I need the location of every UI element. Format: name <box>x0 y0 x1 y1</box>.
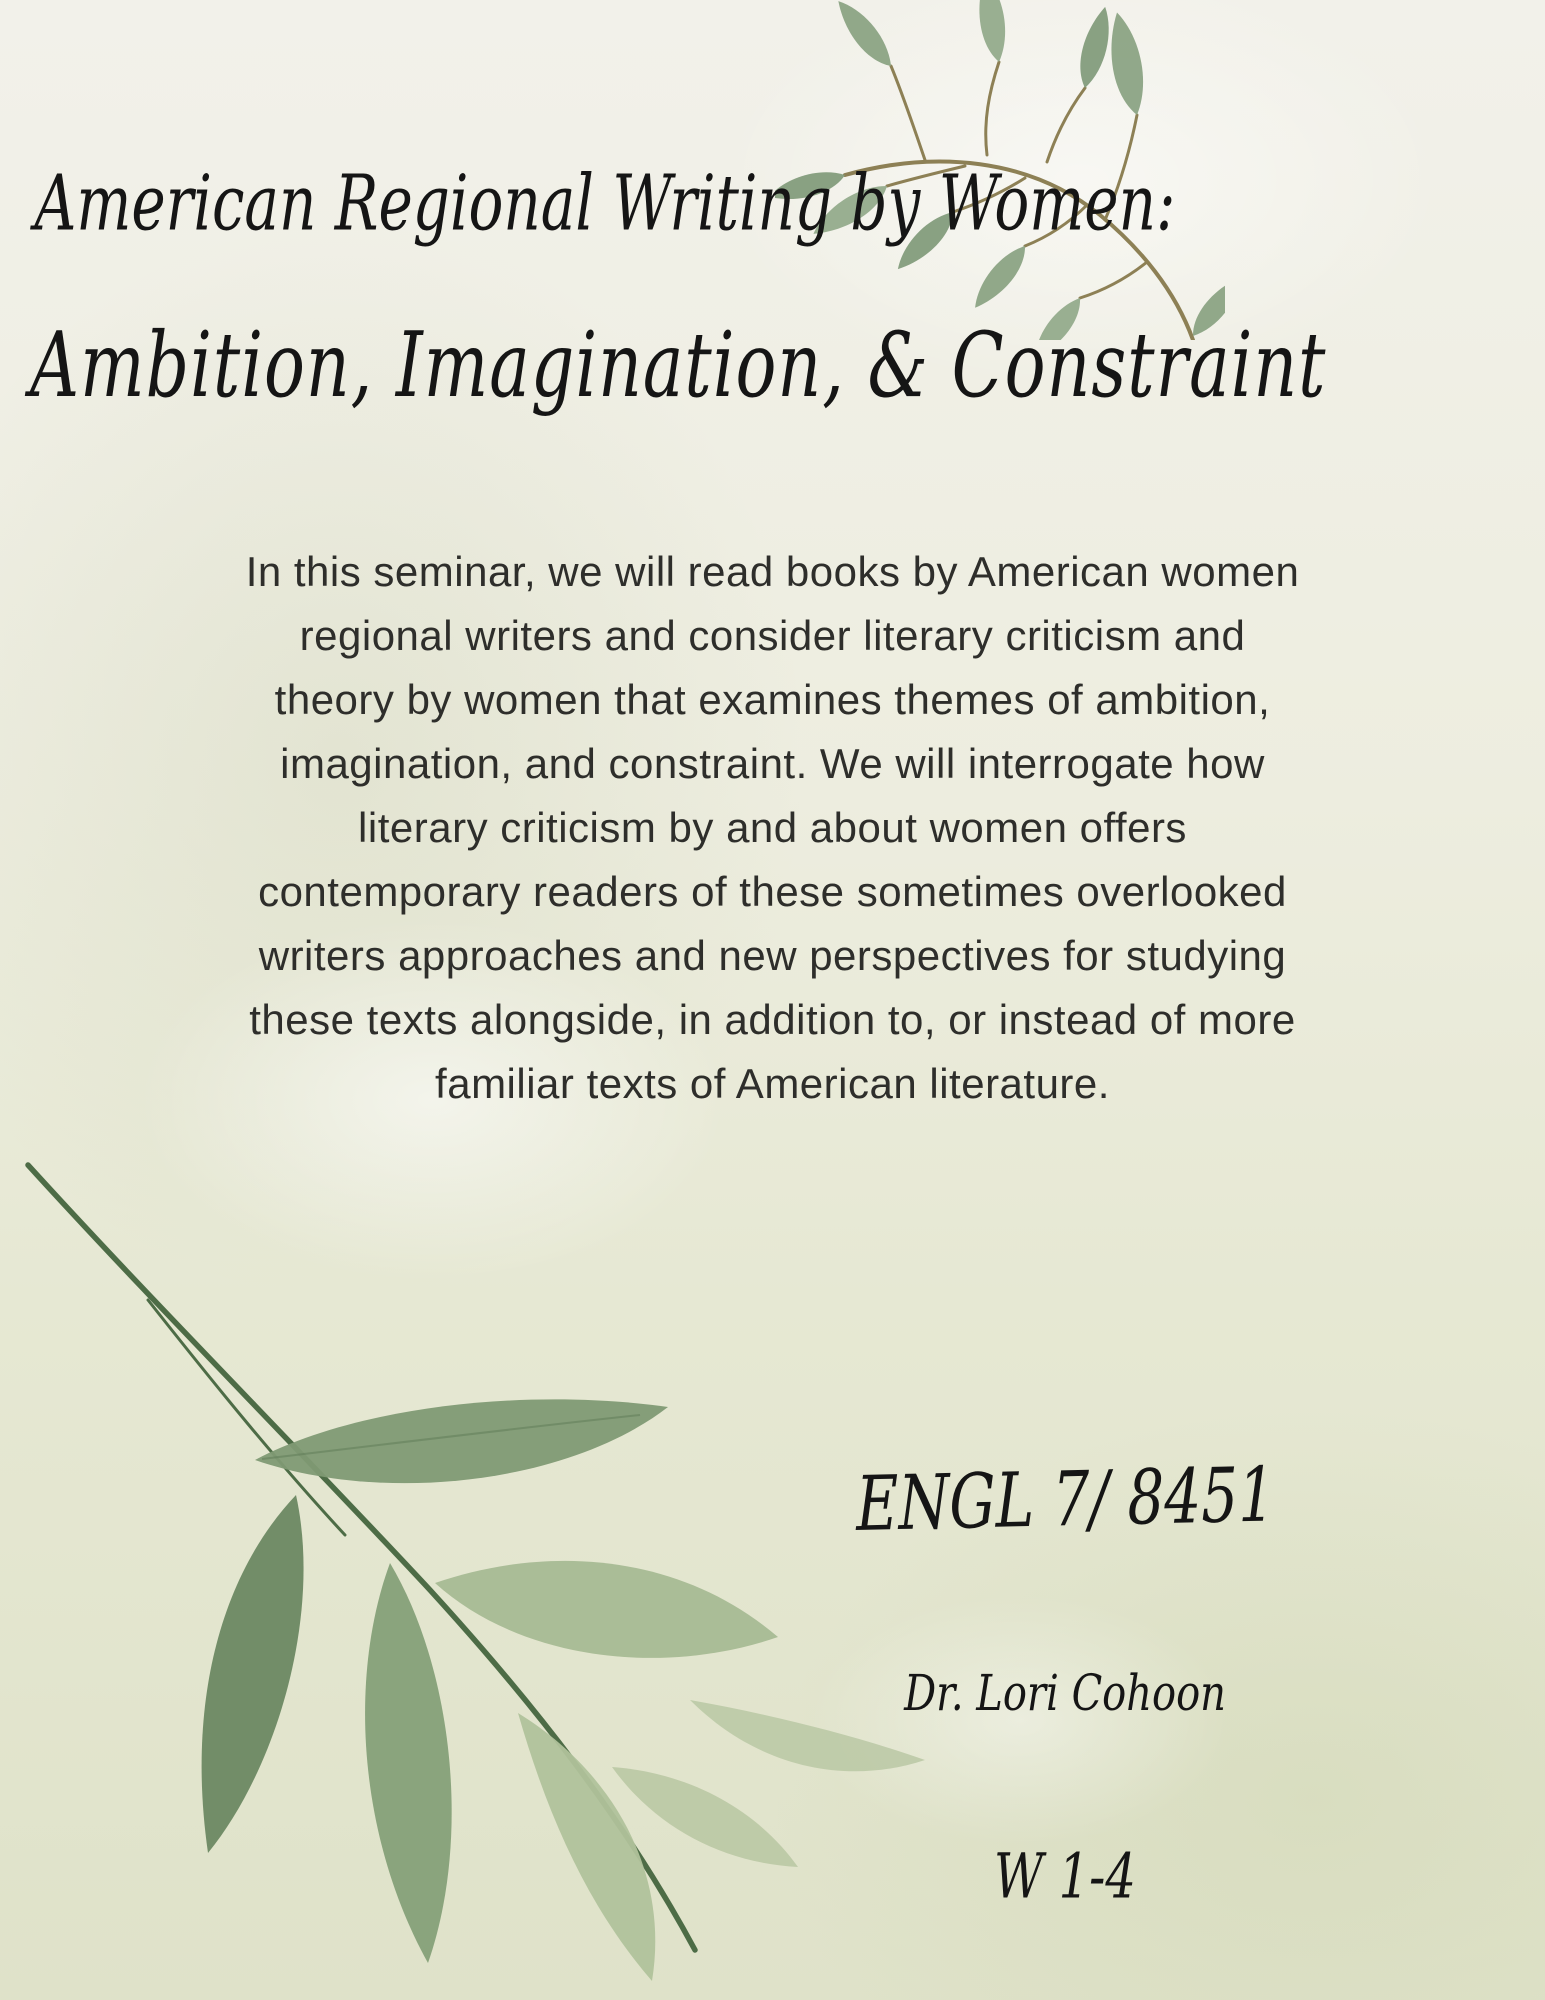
meeting-time: W 1-4 <box>994 1841 1136 1913</box>
course-title-line1: American Regional Writing by Women: <box>34 158 1176 248</box>
course-code: ENGL 7/ 8451 <box>855 1450 1276 1549</box>
description-line: theory by women that examines themes of ambition, <box>274 676 1271 723</box>
course-title <box>30 158 1327 419</box>
description-line: contemporary readers of these sometimes overlooked <box>258 868 1287 915</box>
description-line: regional writers and consider literary criticism and <box>299 612 1246 659</box>
course-info <box>795 1450 1335 1913</box>
description-line: these texts alongside, in addition to, or instead of more <box>249 996 1296 1043</box>
description-line: imagination, and constraint. We will interrogate how <box>280 740 1265 787</box>
course-description <box>0 540 1545 1116</box>
description-line: familiar texts of American literature. <box>435 1060 1110 1107</box>
description-line: writers approaches and new perspectives for studying <box>258 932 1287 979</box>
course-title-line2: Ambition, Imagination, & Constraint <box>30 314 1327 419</box>
instructor-name: Dr. Lori Cohoon <box>904 1665 1226 1723</box>
description-line: literary criticism by and about women offers <box>358 804 1187 851</box>
description-line: In this seminar, we will read books by American women <box>245 548 1300 595</box>
